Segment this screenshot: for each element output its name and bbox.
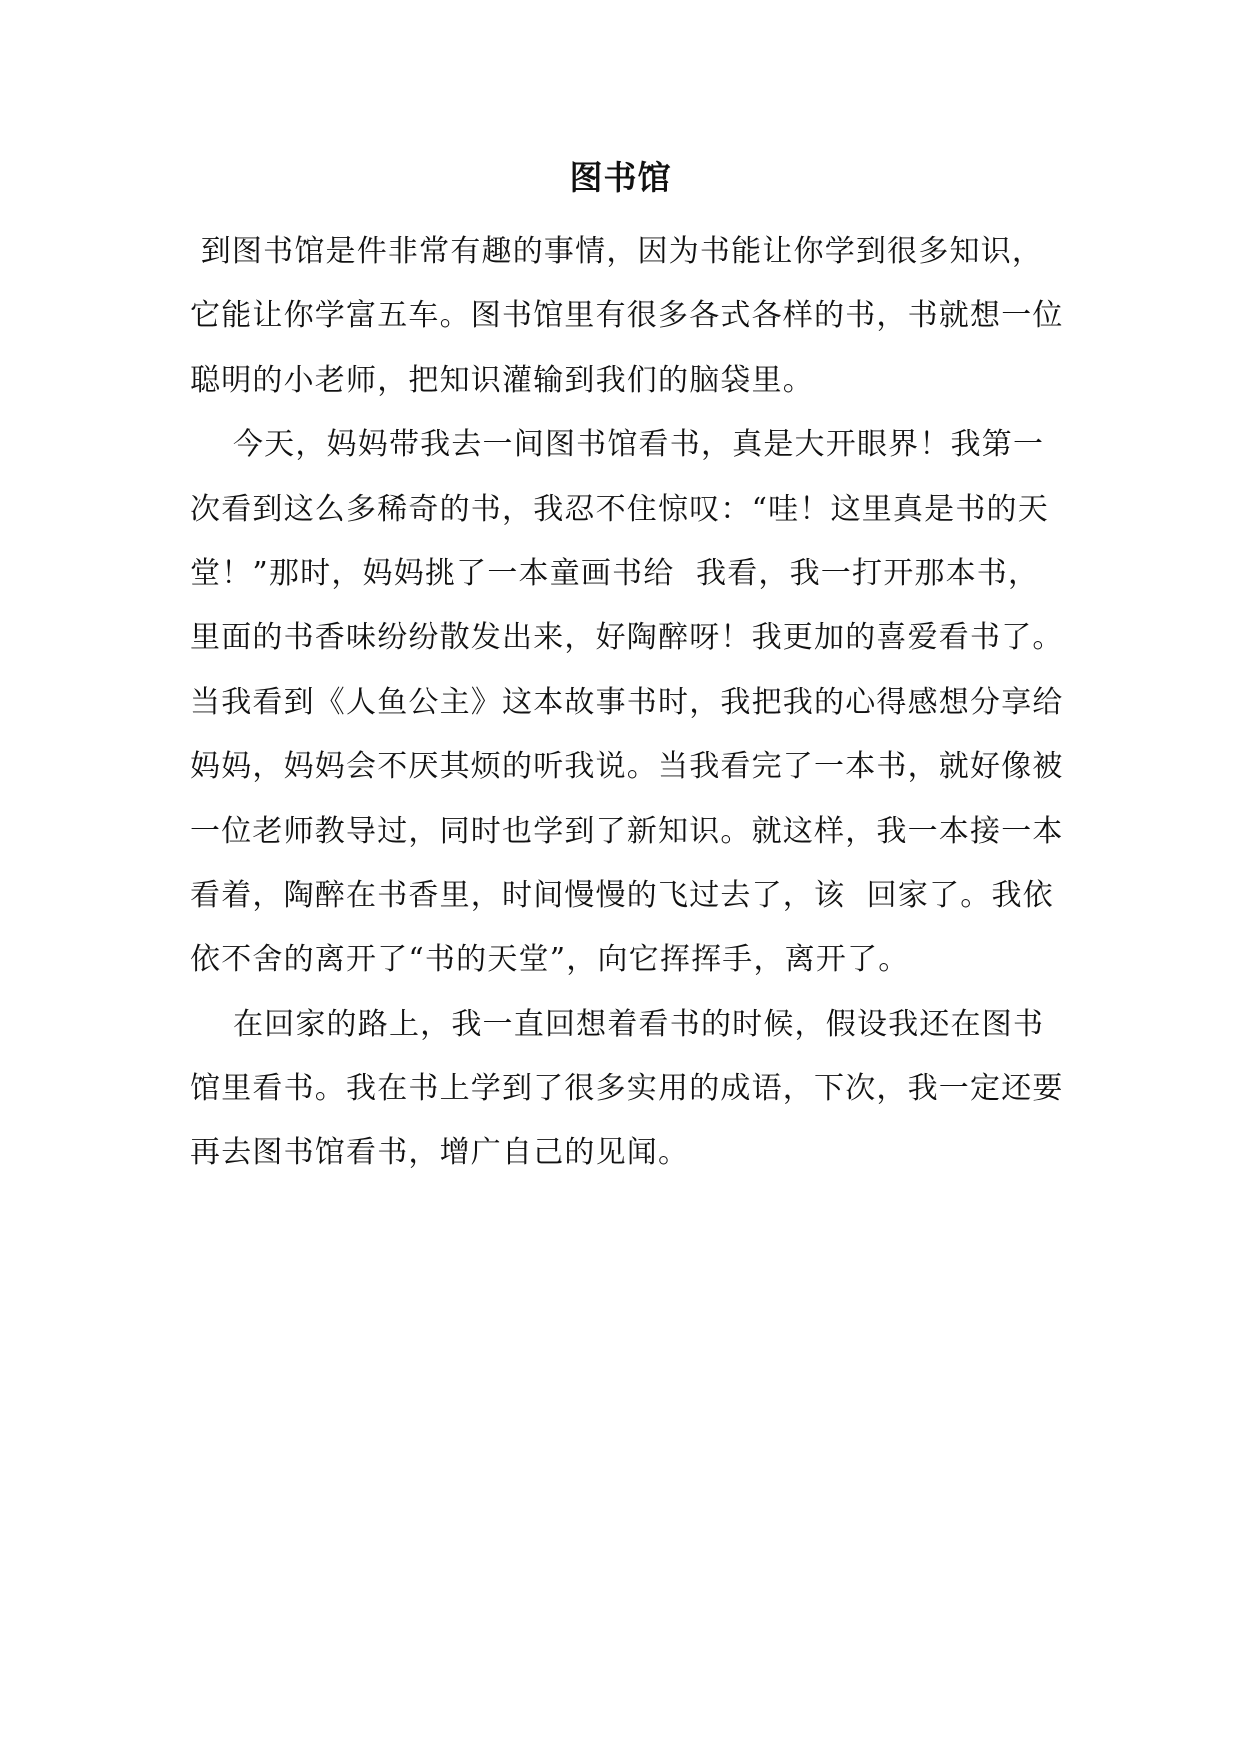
text-line: 次看到这么多稀奇的书，我忍不住惊叹：“哇！这里真是书的天 [190, 491, 1049, 527]
text-line: 依不舍的离开了“书的天堂”，向它挥挥手，离开了。 [190, 942, 910, 978]
document-body [190, 220, 1090, 1186]
text-line: 它能让你学富五车。图书馆里有很多各式各样的书，书就想一位 [190, 298, 1064, 334]
text-line: 聪明的小老师，把知识灌输到我们的脑袋里。 [190, 362, 814, 398]
text-line: 看着，陶醉在书香里，时间慢慢的飞过去了，该 回家了。我依 [190, 877, 1054, 913]
text-line: 当我看到《人鱼公主》这本故事书时，我把我的心得感想分享给 [190, 684, 1064, 720]
text-line: 馆里看书。我在书上学到了很多实用的成语，下次，我一定还要 [190, 1071, 1064, 1107]
text-line: 今天，妈妈带我去一间图书馆看书，真是大开眼界！我第一 [190, 427, 1045, 463]
text-line: 一位老师教导过，同时也学到了新知识。就这样，我一本接一本 [190, 813, 1064, 849]
text-line: 在回家的路上，我一直回想着看书的时候，假设我还在图书 [190, 1006, 1045, 1042]
text-line: 再去图书馆看书，增广自己的见闻。 [190, 1135, 690, 1171]
text-line: 到图书馆是件非常有趣的事情，因为书能让你学到很多知识， [190, 234, 1044, 269]
text-line: 堂！”那时，妈妈挑了一本童画书给 我看，我一打开那本书， [190, 555, 1040, 591]
text-line: 里面的书香味纷纷散发出来，好陶醉呀！我更加的喜爱看书了。 [190, 620, 1064, 656]
document-title: 图书馆 [569, 158, 672, 197]
text-line: 妈妈，妈妈会不厌其烦的听我说。当我看完了一本书，就好像被 [190, 749, 1064, 785]
